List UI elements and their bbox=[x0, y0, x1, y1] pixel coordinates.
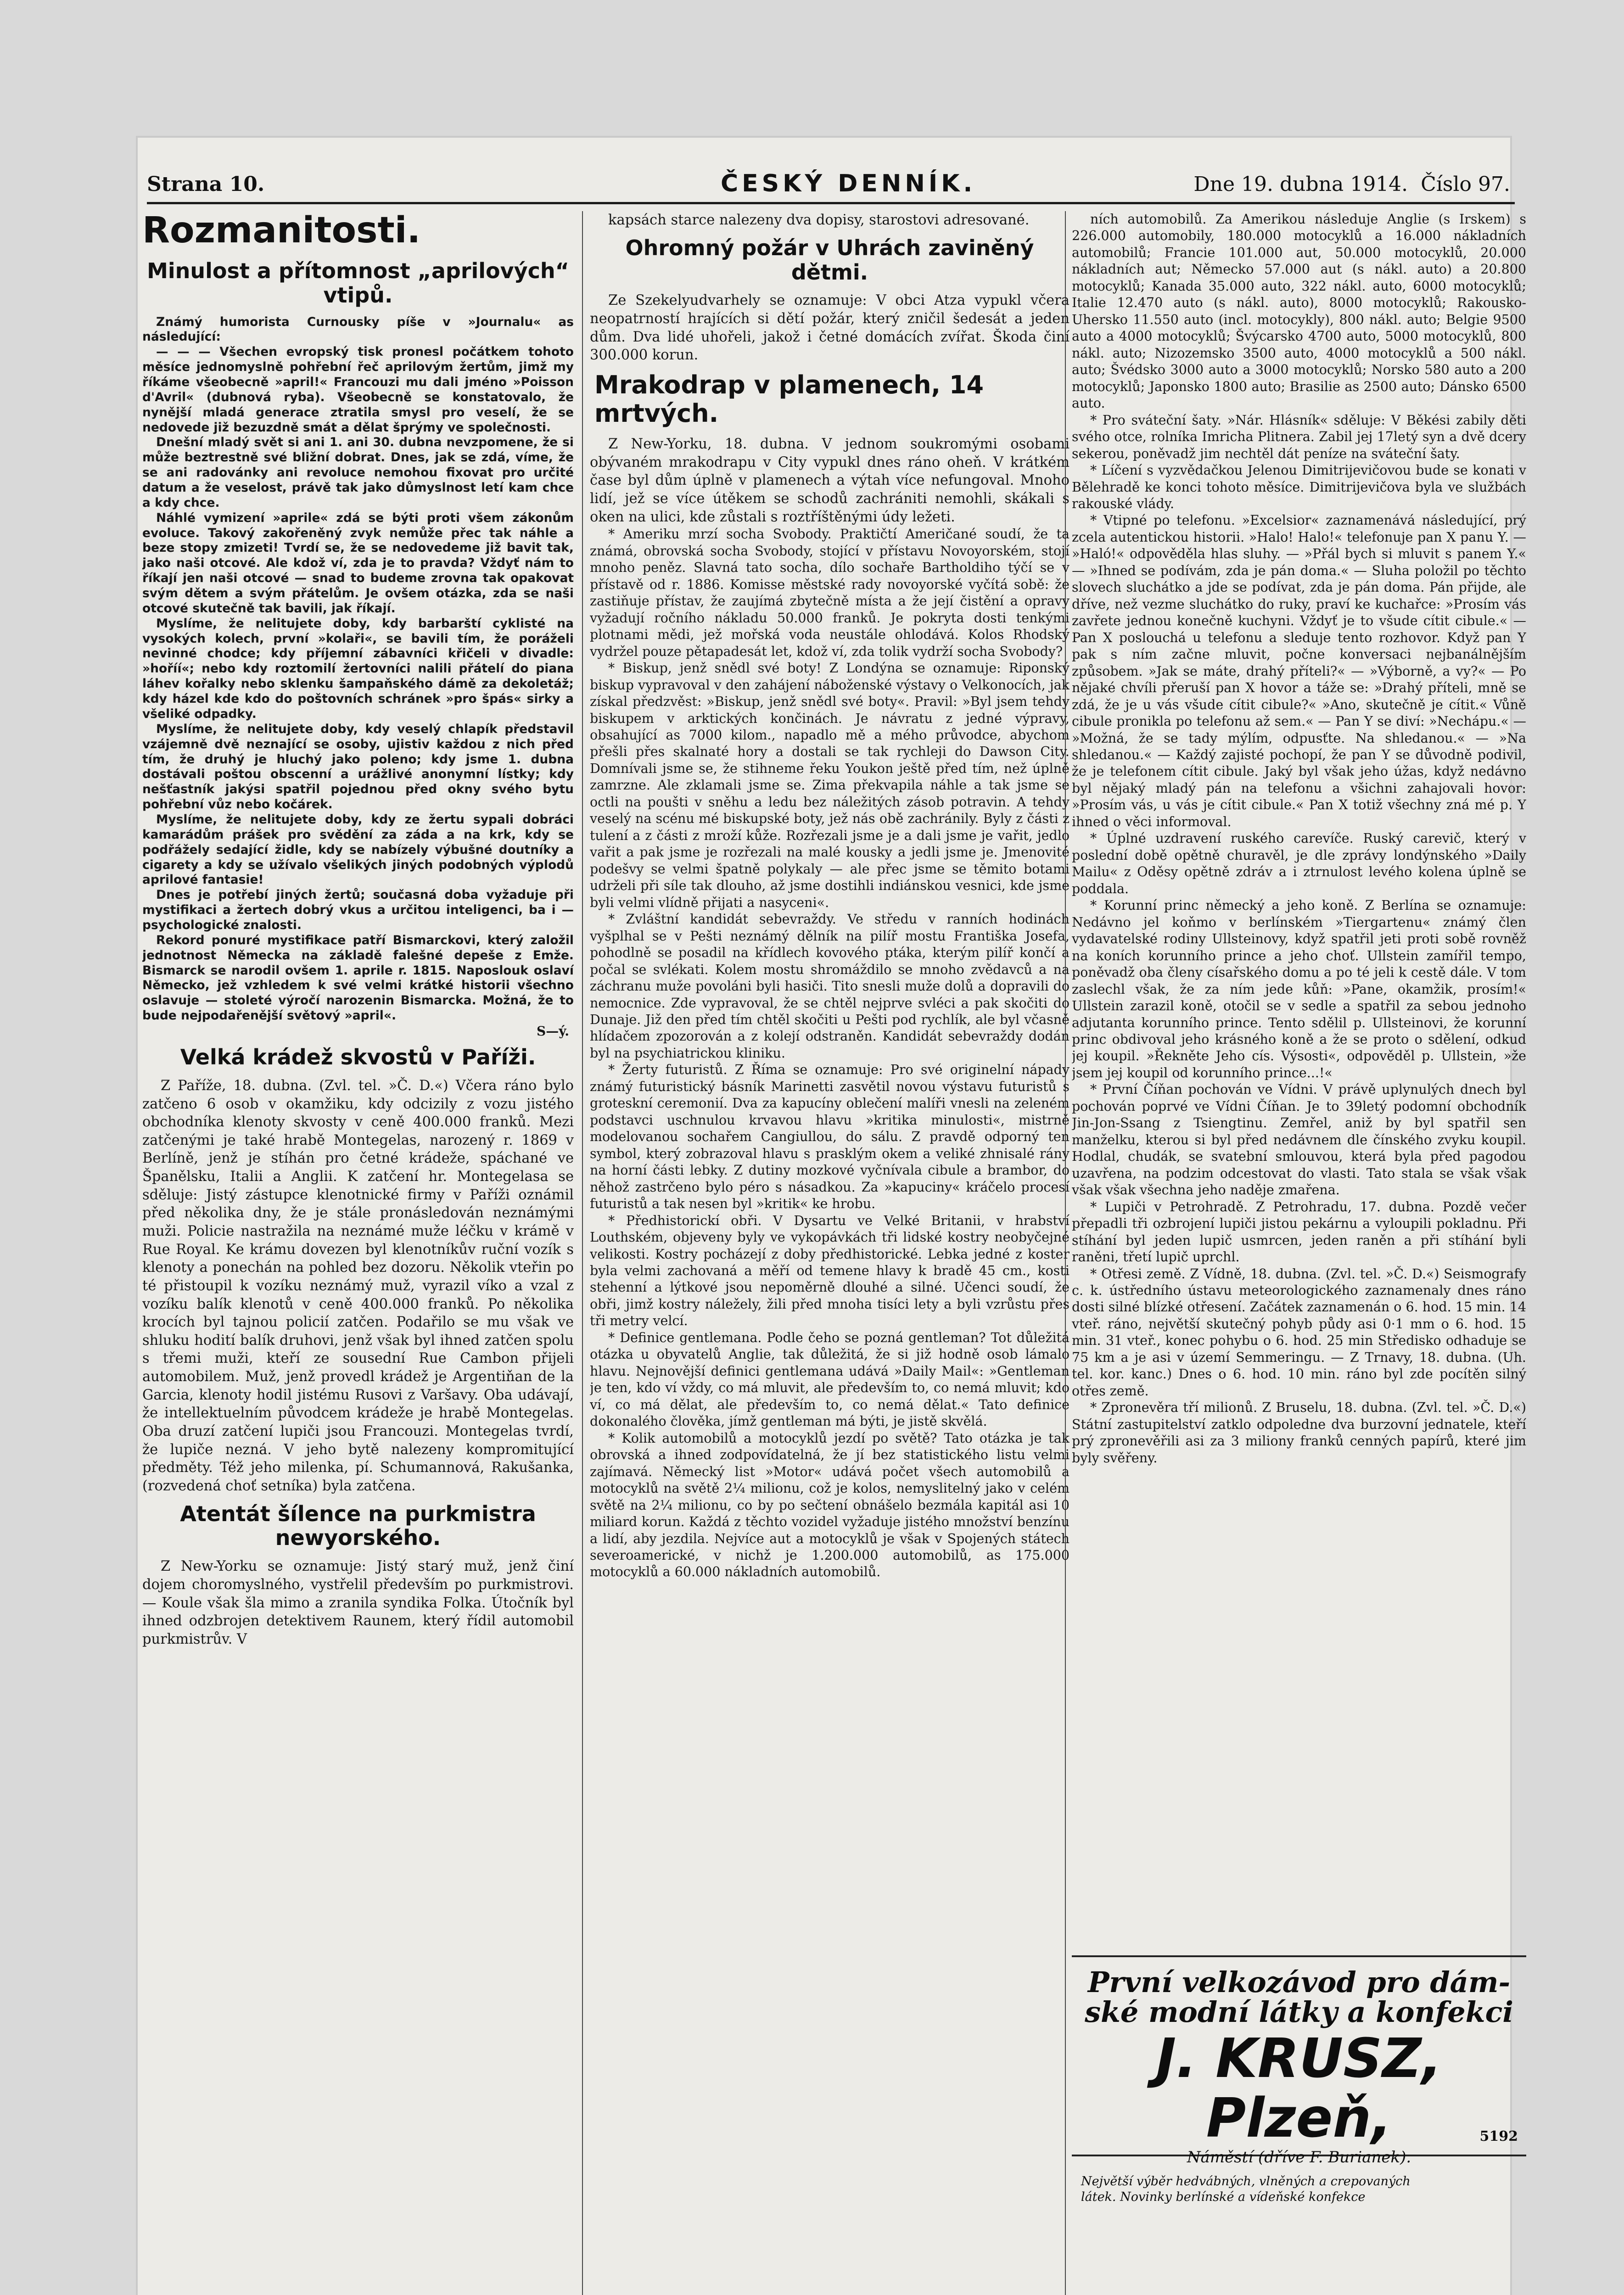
paragraph: Myslíme, že nelitujete doby, kdy ze žertu sypali dobráci kamarádům prášek pro svědění za záda a na krk, kdy se podřážely sedající židle, kdy se nabízely výbušné doutníky a cigarety a kdy se užívalo všelikých jiných podobných výplodů aprilové fantasie! bbox=[142, 812, 574, 887]
ad-description-line: látek. Novinky berlínské a vídeňské konfekce bbox=[1081, 2189, 1366, 2204]
paragraph: Dnes je potřebí jiných žertů; současná doba vyžaduje při mystifikaci a žertech dobrý vkus a určitou inteligenci, ba i — psychologické znalosti. bbox=[142, 888, 574, 932]
article-title: Velká krádež skvostů v Paříži. bbox=[180, 1044, 536, 1069]
newspaper-title: ČESKÝ DENNÍK. bbox=[721, 170, 976, 197]
paragraph: * Kolik automobilů a motocyklů jezdí po světě? Tato otázka je tak obrovská a ihned zodpovídatelná, že jí bez statistického listu velmi zajímavá. Německý list »Motor« udává počet všech automobilů a motocyklů na světě 2¼ milionu, což je kolos, nemyslitelný jako v celém světě na 2¼ milionu, co by po sečtení obnášelo bezmála kapitál asi 10 miliard korun. Každá z těchto vozidel vyžaduje jistého množství benzínu a lidí, aby jezdila. Nejvíce aut a motocyklů je však v Spojených státech severoamerické, v nichž je 1.200.000 automobilů, as 175.000 motocyklů a 60.000 nákladních automobilů. bbox=[590, 1430, 1070, 1580]
paragraph: Ze Szekelyudvarhely se oznamuje: V obci Atza vypukl včera neopatrností hrajících si dětí požár, který zničil šedesát a jeden dům. Dva lidé uhořeli, jakož i četné domácích zvířat. Škoda činí 300.000 korun. bbox=[590, 292, 1070, 364]
paragraph: Rekord ponuré mystifikace patří Bismarckovi, který založil jednotnost Německa na základě falešné depeše z Emže. Bismarck se narodil ovšem 1. aprile r. 1815. Naposlouk oslaví Německo, jež vzhledem k své velmi krátké historii všechno oslavuje — stoleté výročí narozenin Bismarcka. Možná, že to bude nejpodařenější světový »april«. bbox=[142, 933, 574, 1023]
paragraph: * Líčení s vyzvědačkou Jelenou Dimitrijevičovou bude se konati v Bělehradě ke konci tohoto měsíce. Dimitrijevičova byla ve službách rakouské vlády. bbox=[1072, 463, 1526, 511]
paragraph: * Předhistorickí obři. V Dysartu ve Velké Britanii, v hrabství Louthském, objeveny byly ve vykopávkách tři lidské kostry neobyčejné velikosti. Kostry pocházejí z doby předhistorické. Lebka jedné z koster byla velmi zachovaná a měří od temene hlavy k bradě 45 cm., kosti stehenní a lýtkové jsou nepoměrně dlouhé a silné. Učenci soudí, že obři, jimž kostry náležely, žili před mnoha tisíci lety a byli vzrůstu přes tři metry velcí. bbox=[590, 1213, 1070, 1329]
paragraph: * Biskup, jenž snědl své boty! Z Londýna se oznamuje: Riponský biskup vypravoval v den zahájení náboženské výstavy o Velkonocích, jak získal předzvěst: »Biskup, jenž snědl své boty«. Pravil: »Byl jsem tehdy biskupem v arktických končinách. Je návratu z jedné výpravy, obsahující as 7000 kilom., napadlo mě a mého průvodce, abychom přešli přes skalnaté hory a dostali se tak rychleji do Dawson City. Domnívali jsme se, že stihneme řeku Youkon ještě před tím, než úplně zamrzne. Ale zklamali jsme se. Zima překvapila náhle a tak jsme se octli na poušti v sněhu a ledu bez náležitých zásob potravin. A tehdy veselý na scénu mé biskupské boty, jež nás obě zachránily. Byly z části z tulení a z části z mroží kůže. Rozřezali jsme je a dali jsme je vařit, jedlo vařit a pak jsme je rozřezali na malé kousky a jedli jsme je. Jmenovité podešvy se velmi špatně polykaly — ale přec jsme se těmito botami udrželi při síle tak dlouho, až jsme dostihli indiánskou vesnici, kde jsme byli velmi vlídně přijati a nasyceni«. bbox=[590, 661, 1070, 910]
paragraph: * Pro sváteční šaty. »Nár. Hlásník« sděluje: V Běkési zabily děti svého otce, rolníka Imricha Plitnera. Zabil jej 17letý syn a dvě dcery sekerou, poněvadž jim nechtěl dát peníze na sváteční šaty. bbox=[1072, 412, 1526, 461]
paragraph: ních automobilů. Za Amerikou následuje Anglie (s Irskem) s 226.000 automobily, 180.000 motocyklů a 16.000 nákladních automobilů; Francie 101.000 aut, 50.000 motocyklů, 20.000 nákladních aut; Německo 57.000 aut (s nákl. auto) a 20.800 motocyklů; Kanada 35.000 auto, 322 nákl. auto, 6000 motocyklů; Italie 12.470 auto (s nákl. auto), 8000 motocyklů; Rakousko-Uhersko 11.550 auto (incl. motocykly), 800 nákl. auto; Belgie 9500 auto a 4000 motocyklů; Švýcarsko 4700 auto, 5000 motocyklů, 800 nákl. auto; Nizozemsko 3500 auto, 4000 motocyklů a 500 nákl. auto; Švédsko 3000 auto a 3000 motocyklů; Norsko 580 auto a 200 motocyklů; Japonsko 1800 auto; Brasilie as 2500 auto; Dánsko 6500 auto. bbox=[1072, 212, 1526, 411]
section-title: Rozmanitosti. bbox=[142, 211, 421, 251]
paragraph: Z Paříže, 18. dubna. (Zvl. tel. »Č. D.«) Včera ráno bylo zatčeno 6 osob v okamžiku, kdy odcizily z vozu jistého obchodníka klenoty skvosty v ceně 400.000 franků. Mezi zatčenými je také hrabě Montegelas, narozený r. 1869 v Berlíně, jenž je stíhán pro četné krádeže, spáchané ve Španělsku, Italii a Anglii. K zatčení hr. Montegelasa se sděluje: Jistý zástupce klenotnické firmy v Paříži oznámil před několika dny, že je stále pronásledován neznámými muži. Policie nastražila na neznámé muže léčku v krámě v Rue Royal. Ke krámu dovezen byl klenotníkův ruční vozík s klenoty a ponechán na pohled bez dozoru. Několik vteřin po té přistoupil k vozíku neznámý muž, vyrazil víko a vzal z vozíku balík klenotů v ceně 400.000 franků. Po několika krocích byl tajnou policií zatčen. Podařilo se mu však ve shluku hodití balík druhovi, jenž však byl ihned zatčen spolu s třemi muži, kteří ze sousední Rue Cambon přijeli automobilem. Muž, jenž provedl krádež je Argentiňan de la Garcia, klenoty hodil jistému Rusovi z Varšavy. Oba udávají, že intellektuelním původcem krádeže je hrabě Montegelas. Oba druzí zatčení lupiči jsou Francouzi. Montegelas tvrdí, že lupiče nezná. V jeho bytě nalezeny kompromitující předměty. Též jeho milenka, pí. Schumannová, Rakušanka, (rozvedená choť setníka) byla zatčena. bbox=[142, 1077, 574, 1494]
article-title: Minulost a přítomnost „aprilových“ vtipů. bbox=[147, 258, 569, 308]
signature: S—ý. bbox=[536, 1023, 569, 1039]
ad-headline-line: ské modní látky a konfekci bbox=[1085, 1995, 1513, 2029]
paragraph: * Otřesi země. Z Vídně, 18. dubna. (Zvl. tel. »Č. D.«) Seismografy c. k. ústředního ústavu meteorologického zaznamenaly dnes ráno dosti silné blízké otřesení. Začátek zaznamenán o 6. hod. 15 min. 14 vteř. ráno, největší skutečný pohyb půdy asi 0·1 mm o 6. hod. 15 min. 31 vteř., konec pohybu o 6. hod. 25 min Středisko odhaduje se 75 km a je asi v území Semmeringu. — Z Trnavy, 18. dubna. (Uh. tel. kor. kanc.) Dnes o 6. hod. 10 min. ráno byl zde pocítěn silný otřes země. bbox=[1072, 1266, 1526, 1399]
page-number: Strana 10. bbox=[147, 173, 265, 196]
column-1 bbox=[142, 211, 574, 2258]
ad-headline bbox=[1072, 1967, 1526, 2027]
paragraph: * Úplné uzdravení ruského carevíče. Ruský carevič, který v poslední době opětně churavěl, je dle zprávy londýnského »Daily Mailu« z Oděsy opětně zdráv a i ztrnulost levého kolena úplně se poddala. bbox=[1072, 831, 1526, 896]
date-text: Dne 19. dubna 1914. bbox=[1193, 173, 1408, 196]
ad-description bbox=[1081, 2174, 1522, 2205]
column-rule bbox=[582, 211, 583, 2295]
ad-description-line: Největší výběr hedvábných, vlněných a crepovaných bbox=[1081, 2174, 1411, 2189]
issue-number: Číslo 97. bbox=[1421, 173, 1510, 196]
page-header bbox=[147, 170, 1515, 204]
paragraph: Známý humorista Curnousky píše v »Journalu« as následující: bbox=[142, 314, 574, 344]
ad-number: 5192 bbox=[1479, 2128, 1518, 2144]
ad-address: Náměstí (dříve F. Burianek). bbox=[1187, 2148, 1411, 2166]
paragraph: kapsách starce nalezeny dva dopisy, starostovi adresované. bbox=[608, 212, 1030, 228]
paragraph: * Definice gentlemana. Podle čeho se pozná gentleman? Tot důležitá otázka u obyvatelů Anglie, tak důležitá, že si již hodně osob lámalo hlavu. Nejnovější definici gentlemana udává »Daily Mail«: »Gentleman je ten, kdo ví vždy, co má mluvit, ale především to, co nemá mluvit; kdo ví, co má dělat, ale především to, co nemá dělat.« Tato definice dokonalého člověka, jímž gentleman má býti, je jistě skvělá. bbox=[590, 1330, 1070, 1429]
ad-firm-name: J. KRUSZ, Plzeň, bbox=[1156, 2026, 1442, 2149]
column-3 bbox=[1072, 211, 1526, 1900]
paragraph: Myslíme, že nelitujete doby, kdy barbarští cyklisté na vysokých kolech, první »kolaři«, se bavili tím, že poráželi nevinné chodce; kdy příjemní zábavníci křičeli v divadle: »hoříí«; nebo kdy roztomilí žertovníci nalili přátelí do piana láhev kořalky nebo sklenku šampaňského dámě za dekoletáž; kdy házel kde kdo do poštovních schránek »pro špás« sirky a všeliké odpadky. bbox=[142, 616, 574, 721]
paragraph: Náhlé vymizení »aprile« zdá se býti proti všem zákonům evoluce. Takový zakořeněný zvyk nemůže přec tak náhle a beze stopy zmizeti! Tvrdí se, že se nedovedeme již bavit tak, jako naši otcové. Ale kdož ví, zda je to pravda? Vždyť nám to říkají jen naši otcové — snad to budeme zrovna tak opakovat svým dětem a svým přátelům. Je ovšem otázka, zda se naši otcové skutečně tak bavili, jak říkají. bbox=[142, 510, 574, 616]
paragraph: Dnešní mladý svět si ani 1. ani 30. dubna nevzpomene, že si může beztrestně své bližní dobrat. Dnes, jak se zdá, víme, že se ani radovánky ani revoluce nemohou fixovat pro určité datum a že veselost, právě tak jako důmyslnost letí kam chce a kdy chce. bbox=[142, 435, 574, 510]
paragraph: * Zvláštní kandidát sebevraždy. Ve středu v ranních hodinách vyšplhal se v Pešti neznámý dělník na pilíř mostu Františka Josefa, pohodlně se posadil na křídlech kovového ptáka, kterým pilíř končí a počal se svlékati. Kolem mostu shromáždilo se mnoho zvědavců a na záchranu muže povoláni byli hasiči. Tito snesli muže dolů a dopravili do nemocnice. Zde vypravoval, že se chtěl nejprve svléci a pak skočiti do Dunaje. Již den před tím chtěl skočiti u Pešti pod rychlík, ale byl včasně hlídačem zpozorován a z kolejí odstraněn. Kandidát sebevraždy dodán byl na psychiatrickou kliniku. bbox=[590, 912, 1070, 1061]
column-2 bbox=[590, 211, 1070, 2258]
ad-headline-line: První velkozávod pro dám- bbox=[1087, 1965, 1511, 1999]
paragraph: * Lupiči v Petrohradě. Z Petrohradu, 17. dubna. Pozdě večer přepadli tři ozbrojení lupiči jistou pekárnu a vyloupili pokladnu. Při stíhání byl jeden lupič usmrcen, jeden raněn a při stíhání byli raněni, třetí lupič uprchl. bbox=[1072, 1199, 1526, 1265]
paragraph: Z New-Yorku, 18. dubna. V jednom soukromými osobami obývaném mrakodrapu v City vypukl dnes ráno oheň. V krátkém čase byl dům úplně v plamenech a výtah více nefungoval. Mnoho lidí, jež se více útěkem se schodů zachrániti nemohli, skákali s oken na ulici, kde zůstali s roztříštěnými údy ležeti. bbox=[590, 436, 1070, 525]
advertisement bbox=[1072, 1955, 1526, 2204]
paragraph: Myslíme, že nelitujete doby, kdy veselý chlapík představil vzájemně dvě neznající se osoby, ujistiv každou z nich před tím, že druhý je hluchý jako poleno; kdy jsme 1. dubna dostávali poštou obscenní a urážlivé anonymní lístky; kdy nešťastník jakýsi spatřil pojednou před okny svého bytu pohřební vůz nebo kočárek. bbox=[142, 722, 574, 812]
paragraph: * Žerty futuristů. Z Říma se oznamuje: Pro své originelní nápady známý futuristický básník Marinetti zasvětil novou výstavu futuristů s groteskní ceremonií. Dva za kapucíny oblečení malíři vnesli na zeleném podstavci uschnulou krvavou hlavu »kritika minulosti«, mistrně modelovanou sochařem Cangiullou, do sálu. Z pravdě odporný ten symbol, který zobrazoval hlavu s prasklým okem a veliké zhnisalé rány na horní části lebky. Z dutiny mozkové vyčnívala cibule a brambor, do něhož zastrčeno bylo péro s násadkou. Za »kapuciny« kráčelo procesí futuristů a tak nesen byl »kritik« ke hrobu. bbox=[590, 1062, 1070, 1212]
article-body bbox=[142, 315, 574, 1039]
article-title: Ohromný požár v Uhrách zaviněný dětmi. bbox=[625, 235, 1034, 285]
paragraph: * Zpronevěra tří milionů. Z Bruselu, 18. dubna. (Zvl. tel. »Č. D.«) Státní zastupitelství zatklo odpoledne dva burzovní jednatele, kteří prý zpronevěřili asi za 3 miliony franků cenných papírů, které jim byly svěřeny. bbox=[1072, 1400, 1526, 1466]
paragraph: * Vtipné po telefonu. »Excelsior« zaznamenává následující, prý zcela autentickou historii. »Halo! Halo!« telefonuje pan X panu Y. — »Haló!« odpověděla hlas sluhy. — »Přál bych si mluvit s panem Y.« — »Ihned se podívám, zda je pán doma.« — Sluha položil po těchto slovech sluchátko a jde se podívat, zda je pán doma. Pán přijde, ale dříve, než vezme sluchátko do ruky, praví ke kuchařce: »Prosím vás zavřete jednou konečně kuchyni. Vždyť je to všude cítit cibule.« — Pan X poslouchá u telefonu a sleduje tento rozhovor. Když pan Y pak s ním začne mluvit, počne konversaci nejbanálnějším způsobem. »Jak se máte, drahý příteli?« — »Výborně, a vy?« — Po nějaké chvíli přeruší pan X hovor a táže se: »Drahý příteli, mně se zdá, že je u vás všude cítit cibule?« »Ano, skutečně je cítit.« Vůně cibule pronikla po telefonu až sem.« — Pan Y se diví: »Nechápu.« — »Možná, že se tady mýlím, odpusťte. Na shledanou.« — »Na shledanou.« — Každý zajisté pochopí, že pan Y se důvodně podivil, že je telefonem cítit cibule. Jaký byl však jeho úžas, když nedávno byl nějaký mladý pán na telefonu a všichni zahajovali hovor: »Prosím vás, u vás je cítit cibule.« Pan X totiž všechny zná mé p. Y ihned o věci informoval. bbox=[1072, 513, 1526, 829]
paragraph: — — — Všechen evropský tisk pronesl počátkem tohoto měsíce jednomyslně pohřební řeč aprilovým žertům, jimž my říkáme všeobecně »april!« Francouzi mu dali jméno »Poisson d'Avril« (dubnová ryba). Všeobecně se konstatovalo, že nynější mladá generace ztratila smysl pro veselí, že se nedovede již bezuzdně smát a dělat šprýmy ve společnosti. bbox=[142, 345, 574, 435]
paragraph: Z New-Yorku se oznamuje: Jistý starý muž, jenž činí dojem choromyslného, vystřelil především po purkmistrovi. — Koule však šla mimo a zranila syndika Folka. Útočník byl ihned odzbrojen detektivem Raunem, který řídil automobil purkmistrův. V bbox=[142, 1558, 574, 1647]
paragraph: * První Číňan pochován ve Vídni. V právě uplynulých dnech byl pochován poprvé ve Vídni Číňan. Je to 39letý podomní obchodník Jin-Jon-Ssang z Tsiengtinu. Zemřel, aniž by byl spatřil sen manželku, kterou si byl před nedávnem dle čínského zvyku koupil. Hodlal, chudák, se svatební smlouvou, která byla před pagodou uzavřena, na podzim odcestovat do vlasti. Tato stala se však však však však všechna jeho naděje zmařena. bbox=[1072, 1082, 1526, 1198]
paragraph: * Korunní princ německý a jeho koně. Z Berlína se oznamuje: Nedávno jel koňmo v berlínském »Tiergartenu« známý člen vydavatelské rodiny Ullsteinovy, když spatřil jeti proti sobě rovněž na koních korunního prince a jeho choť. Ullstein zamířil tempo, poněvadž oba členy císařského domu a po té jeli k cestě dále. V tom zaslechl však, že za ním jede kůň: »Pane, okamžik, prosím!« Ullstein zarazil koně, otočil se v sedle a spatřil za sebou jednoho adjutanta korunního prince. Tento sdělil p. Ullsteinovi, že korunní princ obdivoval jeho krásného koně a že se proto o sdělení, odkud jej koupil. »Řekněte Jeho cís. Výsosti«, odpověděl p. Ullstein, »že jsem jej koupil od korunního prince...!« bbox=[1072, 898, 1526, 1080]
paragraph: * Ameriku mrzí socha Svobody. Praktičtí Američané soudí, že ta známá, obrovská socha Svobody, stojící v přístavu Novoyorském, stojí mnoho peněz. Slavná tato socha, dílo sochaře Bartholdiho týčí se v přístavě od r. 1886. Komisse městské rady novoyorské vyčítá sobě: že zastiňuje přístav, že zaujímá zbytečně místa a že její čistění a opravy vyžadují ročního nákladu 50.000 franků. Je pokryta dosti tenkými plotnami mědi, jež mořská voda neustále ohlodává. Kolos Rhodský vydržel pouze pětapadesát let, kdož ví, zda tolik vydrží socha Svobody? bbox=[590, 526, 1070, 659]
article-title: Mrakodrap v plamenech, 14 mrtvých. bbox=[594, 370, 984, 428]
issue-date bbox=[1193, 173, 1510, 196]
article-title: Atentát šílence na purkmistra newyorského. bbox=[180, 1501, 536, 1551]
